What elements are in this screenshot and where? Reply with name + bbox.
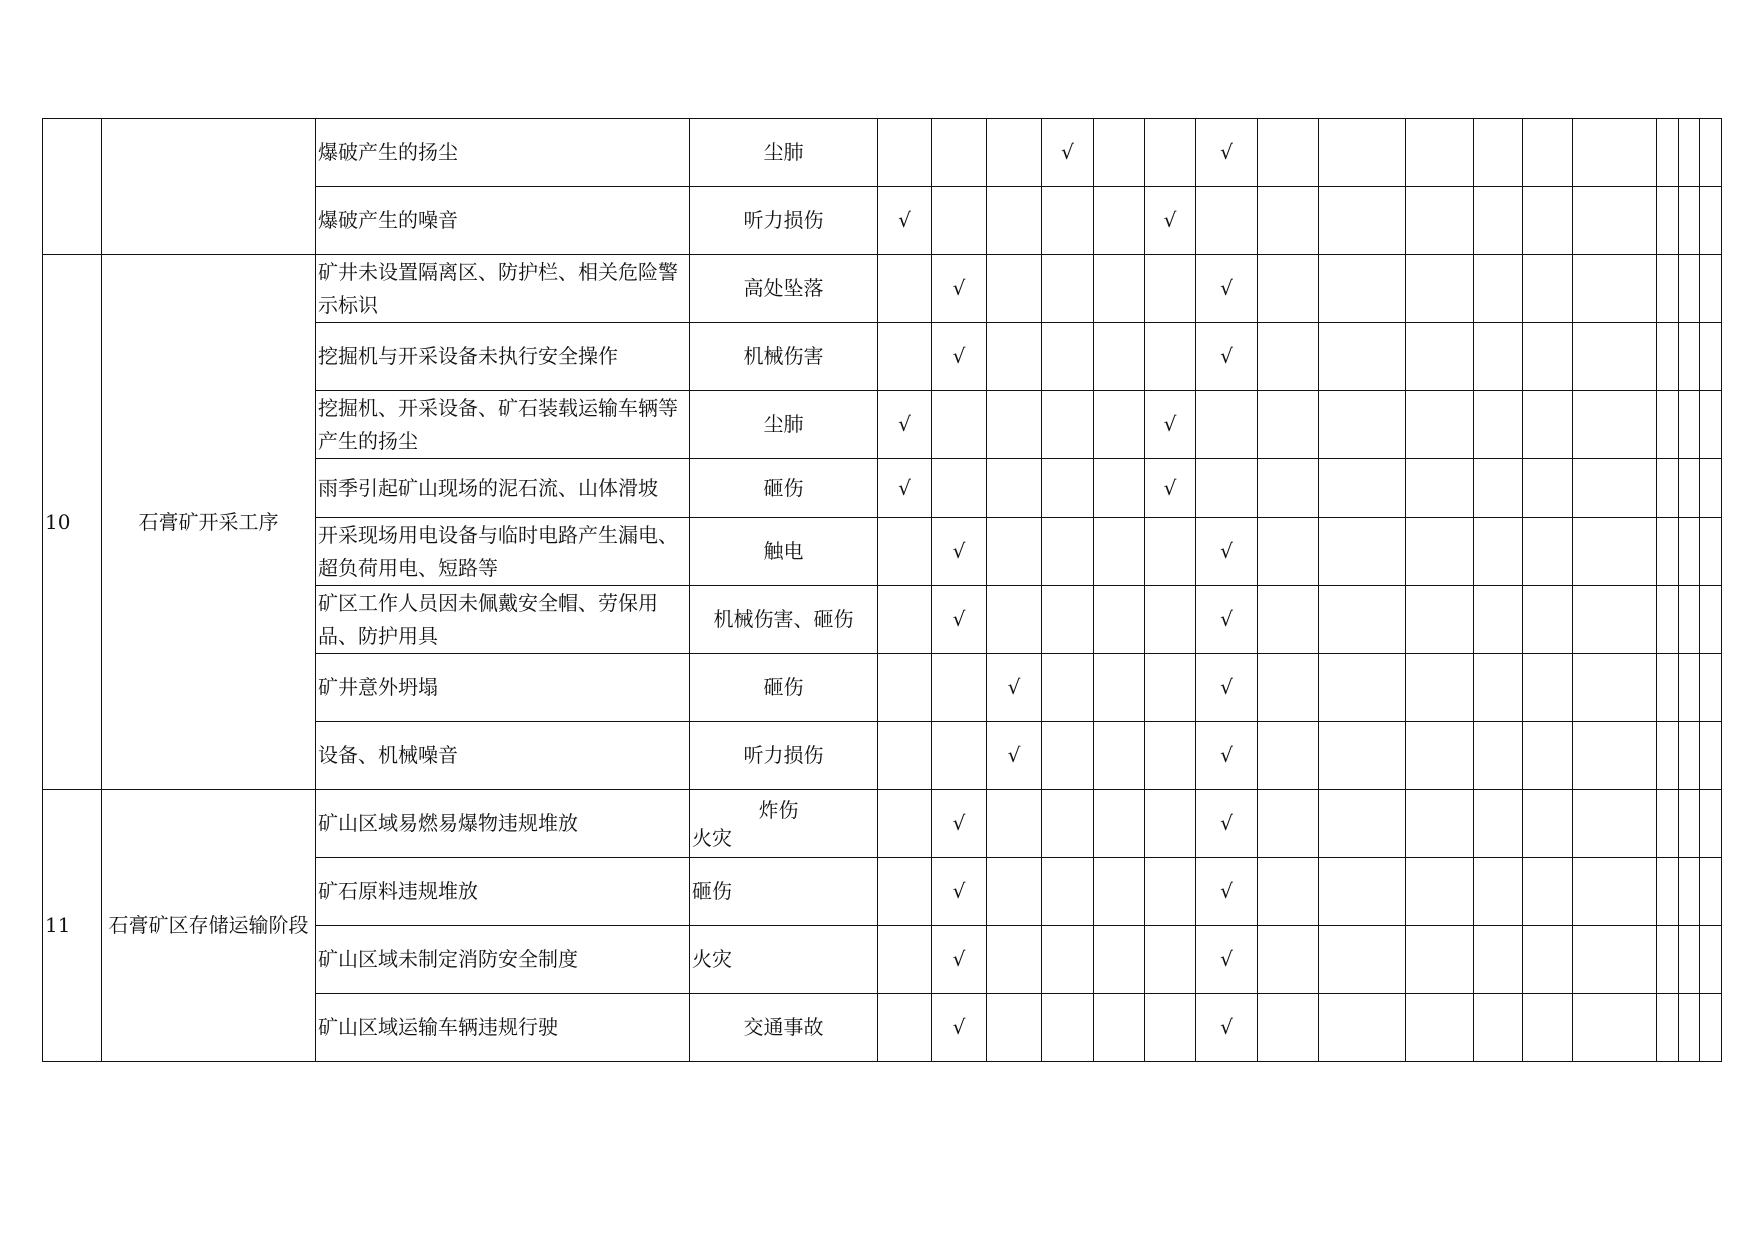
injury-type-line: 机械伤害、砸伤 [713, 607, 854, 631]
empty-check-cell [1094, 255, 1145, 323]
empty-check-cell [1258, 391, 1319, 459]
injury-type-line: 触电 [763, 539, 804, 563]
empty-check-cell [1094, 722, 1145, 790]
empty-check-cell [1700, 994, 1722, 1062]
empty-check-cell [1474, 858, 1523, 926]
empty-check-cell [1406, 391, 1474, 459]
empty-check-cell [1700, 518, 1722, 586]
empty-check-cell [1406, 187, 1474, 255]
empty-check-cell [1678, 926, 1700, 994]
empty-check-cell [1657, 654, 1679, 722]
hazard-description: 矿山区域易燃易爆物违规堆放 [316, 790, 690, 858]
empty-check-cell [1678, 323, 1700, 391]
check-mark-cell: √ [1196, 255, 1258, 323]
empty-check-cell [1700, 255, 1722, 323]
empty-check-cell [1406, 586, 1474, 654]
empty-check-cell [1258, 518, 1319, 586]
stage-name: 石膏矿区存储运输阶段 [102, 790, 316, 1062]
empty-check-cell [1145, 926, 1196, 994]
empty-check-cell [1094, 994, 1145, 1062]
empty-check-cell [878, 858, 932, 926]
empty-check-cell [1573, 858, 1657, 926]
empty-check-cell [1406, 518, 1474, 586]
empty-check-cell [1700, 119, 1722, 187]
injury-type [690, 518, 878, 586]
empty-check-cell [1523, 994, 1573, 1062]
empty-check-cell [1573, 119, 1657, 187]
empty-check-cell [1094, 654, 1145, 722]
section-number [43, 119, 102, 255]
empty-check-cell [932, 187, 987, 255]
empty-check-cell [1678, 518, 1700, 586]
hazard-description: 爆破产生的扬尘 [316, 119, 690, 187]
empty-check-cell [1094, 459, 1145, 518]
empty-check-cell [1573, 323, 1657, 391]
empty-check-cell [1657, 255, 1679, 323]
empty-check-cell [1523, 926, 1573, 994]
empty-check-cell [1523, 391, 1573, 459]
empty-check-cell [1657, 518, 1679, 586]
empty-check-cell [987, 255, 1042, 323]
empty-check-cell [1406, 790, 1474, 858]
empty-check-cell [987, 586, 1042, 654]
injury-type-line: 高处坠落 [743, 276, 824, 300]
empty-check-cell [1042, 323, 1094, 391]
empty-check-cell [1258, 858, 1319, 926]
check-mark-cell: √ [1145, 459, 1196, 518]
empty-check-cell [1258, 459, 1319, 518]
empty-check-cell [987, 790, 1042, 858]
empty-check-cell [1094, 926, 1145, 994]
empty-check-cell [1319, 187, 1406, 255]
empty-check-cell [987, 323, 1042, 391]
empty-check-cell [1319, 790, 1406, 858]
check-mark-cell: √ [1196, 858, 1258, 926]
check-mark-cell: √ [878, 391, 932, 459]
check-mark-cell: √ [1042, 119, 1094, 187]
empty-check-cell [1145, 518, 1196, 586]
empty-check-cell [1573, 255, 1657, 323]
empty-check-cell [1145, 858, 1196, 926]
empty-check-cell [1573, 994, 1657, 1062]
empty-check-cell [1523, 459, 1573, 518]
empty-check-cell [1657, 722, 1679, 790]
empty-check-cell [1042, 586, 1094, 654]
empty-check-cell [1523, 518, 1573, 586]
empty-check-cell [878, 994, 932, 1062]
empty-check-cell [1678, 391, 1700, 459]
empty-check-cell [1523, 255, 1573, 323]
empty-check-cell [1258, 722, 1319, 790]
empty-check-cell [1573, 722, 1657, 790]
check-mark-cell: √ [1145, 391, 1196, 459]
empty-check-cell [987, 858, 1042, 926]
injury-type-line: 砸伤 [763, 475, 804, 500]
stage-name [102, 119, 316, 255]
check-mark-cell: √ [1196, 586, 1258, 654]
check-mark-cell: √ [932, 255, 987, 323]
empty-check-cell [1700, 654, 1722, 722]
empty-check-cell [1700, 586, 1722, 654]
empty-check-cell [1700, 187, 1722, 255]
empty-check-cell [1094, 790, 1145, 858]
empty-check-cell [1700, 323, 1722, 391]
check-mark-cell: √ [1196, 518, 1258, 586]
empty-check-cell [1406, 459, 1474, 518]
empty-check-cell [1657, 187, 1679, 255]
empty-check-cell [1094, 391, 1145, 459]
check-mark-cell: √ [932, 518, 987, 586]
empty-check-cell [1196, 459, 1258, 518]
section-number: 11 [43, 790, 102, 1062]
check-mark-cell: √ [878, 187, 932, 255]
empty-check-cell [1474, 255, 1523, 323]
check-mark-cell: √ [1196, 654, 1258, 722]
check-mark-cell: √ [987, 722, 1042, 790]
empty-check-cell [1406, 255, 1474, 323]
empty-check-cell [932, 654, 987, 722]
hazard-description: 矿井意外坍塌 [316, 654, 690, 722]
empty-check-cell [1657, 459, 1679, 518]
empty-check-cell [1474, 459, 1523, 518]
table-row [43, 790, 1722, 858]
empty-check-cell [1406, 926, 1474, 994]
empty-check-cell [1145, 586, 1196, 654]
empty-check-cell [1042, 187, 1094, 255]
empty-check-cell [1474, 187, 1523, 255]
injury-type-line: 砸伤 [692, 879, 732, 903]
empty-check-cell [1042, 926, 1094, 994]
empty-check-cell [1094, 518, 1145, 586]
empty-check-cell [1258, 654, 1319, 722]
empty-check-cell [987, 926, 1042, 994]
empty-check-cell [987, 994, 1042, 1062]
injury-type [690, 255, 878, 323]
injury-type [690, 119, 878, 187]
empty-check-cell [1700, 722, 1722, 790]
hazard-description: 开采现场用电设备与临时电路产生漏电、超负荷用电、短路等 [316, 518, 690, 586]
empty-check-cell [1678, 586, 1700, 654]
empty-check-cell [1319, 518, 1406, 586]
empty-check-cell [1657, 858, 1679, 926]
empty-check-cell [1657, 119, 1679, 187]
empty-check-cell [1145, 994, 1196, 1062]
empty-check-cell [1657, 926, 1679, 994]
empty-check-cell [1094, 586, 1145, 654]
check-mark-cell: √ [878, 459, 932, 518]
empty-check-cell [1094, 187, 1145, 255]
injury-type-line: 砸伤 [763, 675, 804, 699]
empty-check-cell [1319, 926, 1406, 994]
hazard-description: 爆破产生的噪音 [316, 187, 690, 255]
empty-check-cell [878, 518, 932, 586]
empty-check-cell [1319, 858, 1406, 926]
hazard-description: 设备、机械噪音 [316, 722, 690, 790]
empty-check-cell [1474, 119, 1523, 187]
section-number: 10 [43, 255, 102, 790]
empty-check-cell [1678, 255, 1700, 323]
empty-check-cell [1319, 722, 1406, 790]
check-mark-cell: √ [932, 790, 987, 858]
stage-name: 石膏矿开采工序 [102, 255, 316, 790]
empty-check-cell [1258, 323, 1319, 391]
empty-check-cell [878, 255, 932, 323]
empty-check-cell [1474, 654, 1523, 722]
empty-check-cell [878, 119, 932, 187]
hazard-description: 矿山区域运输车辆违规行驶 [316, 994, 690, 1062]
injury-type [690, 722, 878, 790]
empty-check-cell [1319, 323, 1406, 391]
empty-check-cell [1406, 323, 1474, 391]
empty-check-cell [1474, 994, 1523, 1062]
empty-check-cell [1042, 858, 1094, 926]
injury-type [690, 994, 878, 1062]
injury-type [690, 459, 878, 518]
empty-check-cell [1406, 119, 1474, 187]
empty-check-cell [987, 459, 1042, 518]
empty-check-cell [1700, 459, 1722, 518]
empty-check-cell [1258, 926, 1319, 994]
check-mark-cell: √ [1196, 119, 1258, 187]
injury-type-line: 听力损伤 [743, 208, 824, 232]
empty-check-cell [1678, 790, 1700, 858]
empty-check-cell [1145, 323, 1196, 391]
check-mark-cell: √ [1196, 323, 1258, 391]
hazard-description: 矿山区域未制定消防安全制度 [316, 926, 690, 994]
empty-check-cell [1573, 586, 1657, 654]
empty-check-cell [1196, 391, 1258, 459]
hazard-description: 矿井未设置隔离区、防护栏、相关危险警示标识 [316, 255, 690, 323]
empty-check-cell [1145, 255, 1196, 323]
empty-check-cell [1319, 391, 1406, 459]
empty-check-cell [1678, 722, 1700, 790]
check-mark-cell: √ [1196, 722, 1258, 790]
empty-check-cell [1258, 586, 1319, 654]
empty-check-cell [878, 790, 932, 858]
injury-type-line: 火灾 [692, 947, 732, 971]
empty-check-cell [1042, 994, 1094, 1062]
empty-check-cell [987, 391, 1042, 459]
empty-check-cell [1573, 790, 1657, 858]
empty-check-cell [1678, 654, 1700, 722]
empty-check-cell [1145, 790, 1196, 858]
hazard-description: 挖掘机、开采设备、矿石装载运输车辆等产生的扬尘 [316, 391, 690, 459]
empty-check-cell [1573, 391, 1657, 459]
empty-check-cell [1145, 119, 1196, 187]
empty-check-cell [932, 459, 987, 518]
injury-type [690, 790, 878, 858]
empty-check-cell [932, 391, 987, 459]
check-mark-cell: √ [932, 994, 987, 1062]
injury-type-line: 尘肺 [763, 412, 804, 436]
injury-type [690, 391, 878, 459]
empty-check-cell [1094, 119, 1145, 187]
empty-check-cell [1406, 654, 1474, 722]
empty-check-cell [1196, 187, 1258, 255]
empty-check-cell [878, 586, 932, 654]
empty-check-cell [1523, 586, 1573, 654]
empty-check-cell [1042, 459, 1094, 518]
injury-type-line: 炸伤 [758, 797, 799, 822]
check-mark-cell: √ [1145, 187, 1196, 255]
empty-check-cell [1523, 323, 1573, 391]
empty-check-cell [1258, 994, 1319, 1062]
injury-type [690, 323, 878, 391]
empty-check-cell [1657, 391, 1679, 459]
injury-type-line: 交通事故 [743, 1015, 824, 1039]
hazard-description: 矿区工作人员因未佩戴安全帽、劳保用品、防护用具 [316, 586, 690, 654]
empty-check-cell [1678, 994, 1700, 1062]
check-mark-cell: √ [1196, 790, 1258, 858]
empty-check-cell [878, 722, 932, 790]
empty-check-cell [1319, 459, 1406, 518]
empty-check-cell [1523, 858, 1573, 926]
empty-check-cell [1657, 323, 1679, 391]
empty-check-cell [1406, 858, 1474, 926]
empty-check-cell [1042, 255, 1094, 323]
empty-check-cell [1678, 459, 1700, 518]
empty-check-cell [1042, 654, 1094, 722]
injury-type [690, 586, 878, 654]
hazard-description: 雨季引起矿山现场的泥石流、山体滑坡 [316, 459, 690, 518]
table-row [43, 255, 1722, 323]
empty-check-cell [932, 119, 987, 187]
empty-check-cell [1523, 187, 1573, 255]
empty-check-cell [1573, 187, 1657, 255]
empty-check-cell [1700, 391, 1722, 459]
injury-type-line: 机械伤害 [743, 344, 824, 368]
empty-check-cell [878, 926, 932, 994]
empty-check-cell [1258, 255, 1319, 323]
empty-check-cell [1700, 858, 1722, 926]
empty-check-cell [1474, 518, 1523, 586]
empty-check-cell [1319, 654, 1406, 722]
empty-check-cell [1474, 323, 1523, 391]
empty-check-cell [1042, 391, 1094, 459]
check-mark-cell: √ [932, 858, 987, 926]
check-mark-cell: √ [1196, 926, 1258, 994]
empty-check-cell [1319, 119, 1406, 187]
empty-check-cell [932, 722, 987, 790]
empty-check-cell [1678, 858, 1700, 926]
injury-type-line: 火灾 [692, 825, 732, 850]
empty-check-cell [1406, 994, 1474, 1062]
empty-check-cell [1573, 518, 1657, 586]
empty-check-cell [1094, 323, 1145, 391]
empty-check-cell [1145, 722, 1196, 790]
empty-check-cell [1573, 459, 1657, 518]
empty-check-cell [1474, 926, 1523, 994]
empty-check-cell [987, 187, 1042, 255]
check-mark-cell: √ [1196, 994, 1258, 1062]
empty-check-cell [878, 323, 932, 391]
check-mark-cell: √ [932, 586, 987, 654]
empty-check-cell [987, 119, 1042, 187]
empty-check-cell [1523, 722, 1573, 790]
check-mark-cell: √ [932, 926, 987, 994]
empty-check-cell [1573, 654, 1657, 722]
empty-check-cell [1042, 722, 1094, 790]
injury-type-line: 听力损伤 [743, 743, 824, 767]
empty-check-cell [1678, 119, 1700, 187]
empty-check-cell [1319, 994, 1406, 1062]
empty-check-cell [1145, 654, 1196, 722]
empty-check-cell [1474, 722, 1523, 790]
empty-check-cell [878, 654, 932, 722]
empty-check-cell [1523, 119, 1573, 187]
empty-check-cell [1700, 790, 1722, 858]
empty-check-cell [1258, 790, 1319, 858]
empty-check-cell [1700, 926, 1722, 994]
empty-check-cell [1319, 255, 1406, 323]
injury-type [690, 654, 878, 722]
empty-check-cell [1523, 790, 1573, 858]
empty-check-cell [1657, 586, 1679, 654]
hazard-description: 矿石原料违规堆放 [316, 858, 690, 926]
injury-type [690, 187, 878, 255]
empty-check-cell [1657, 994, 1679, 1062]
hazard-identification-table [42, 118, 1722, 1062]
injury-type [690, 926, 878, 994]
empty-check-cell [1678, 187, 1700, 255]
empty-check-cell [1474, 790, 1523, 858]
injury-type-line: 尘肺 [763, 140, 804, 164]
empty-check-cell [1406, 722, 1474, 790]
empty-check-cell [1042, 518, 1094, 586]
empty-check-cell [1474, 586, 1523, 654]
empty-check-cell [1094, 858, 1145, 926]
empty-check-cell [1042, 790, 1094, 858]
empty-check-cell [1319, 586, 1406, 654]
injury-type [690, 858, 878, 926]
table-row [43, 119, 1722, 187]
empty-check-cell [1657, 790, 1679, 858]
empty-check-cell [987, 518, 1042, 586]
check-mark-cell: √ [932, 323, 987, 391]
check-mark-cell: √ [987, 654, 1042, 722]
hazard-description: 挖掘机与开采设备未执行安全操作 [316, 323, 690, 391]
empty-check-cell [1523, 654, 1573, 722]
empty-check-cell [1474, 391, 1523, 459]
empty-check-cell [1258, 119, 1319, 187]
empty-check-cell [1573, 926, 1657, 994]
empty-check-cell [1258, 187, 1319, 255]
